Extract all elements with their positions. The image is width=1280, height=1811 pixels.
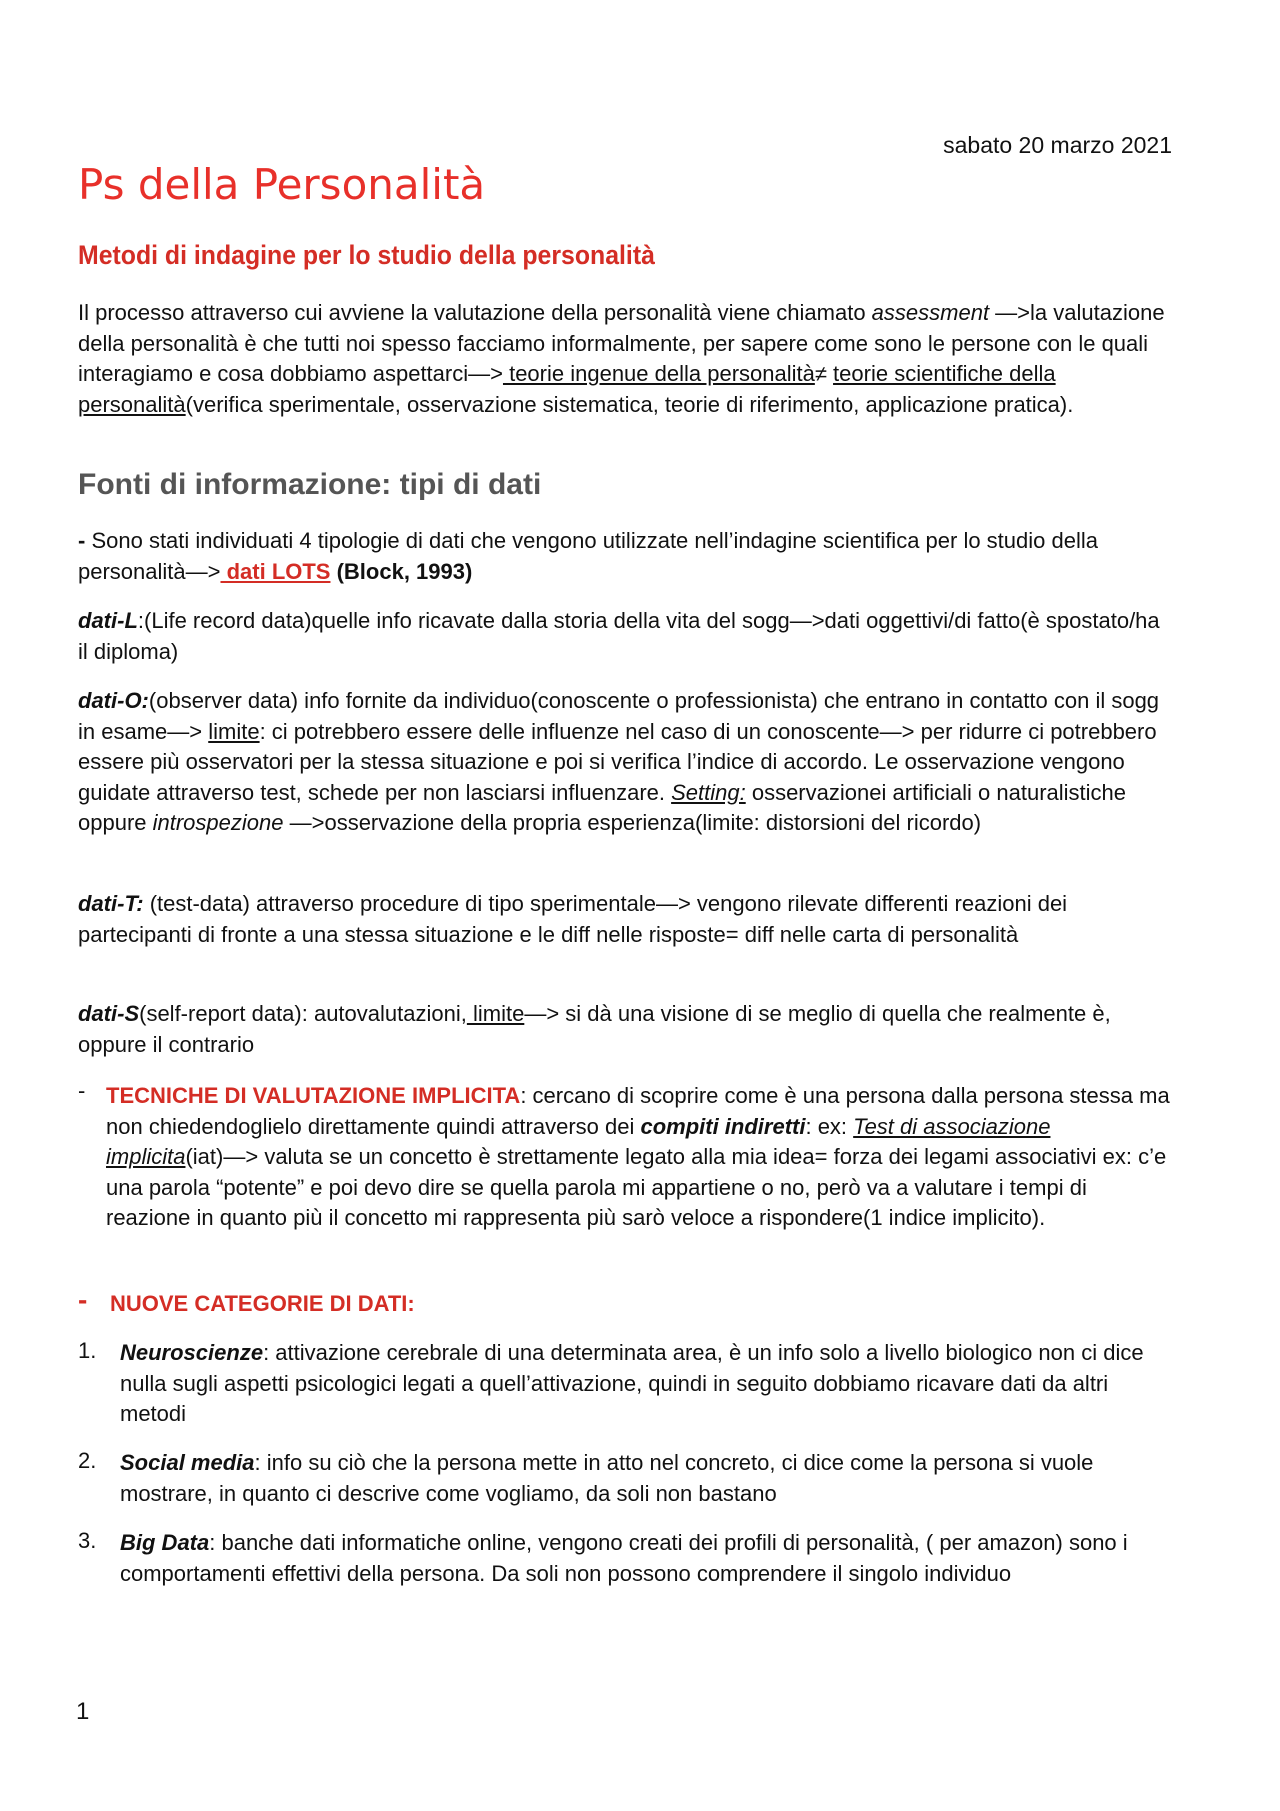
dati-o-paragraph: dati-O:(observer data) info fornite da individuo(conoscente o professionista) che entrano in contatto con il sogg in esame—> limite: ci potrebbero essere delle influenze nel caso di un conoscente—> per ridurre ci potrebbero essere più osservatori per la stessa situazione e poi si verifica l’indice di accordo. Le osservazione vengono guidate attraverso test, schede per non lasciarsi influenzare. Setting: osservazionei artificiali o naturalistiche oppure introspezione —>osservazione della propria esperienza(limite: distorsioni del ricordo) (78, 688, 1160, 835)
section-heading: Metodi di indagine per lo studio della personalità (78, 240, 655, 270)
list-item: Social media: info su ciò che la persona mette in atto nel concreto, ci dice come la persona si vuole mostrare, in quanto ci descrive come vogliamo, da soli non bastano (120, 1450, 1094, 1506)
dati-s-paragraph: dati-S(self-report data): autovalutazioni, limite—> si dà una visione di se meglio di quella che realmente è, oppure il contrario (78, 1001, 1111, 1057)
bullet-dash: - (78, 1078, 86, 1103)
dati-l-paragraph: dati-L:(Life record data)quelle info ricavate dalla storia della vita del sogg—>dati oggettivi/di fatto(è spostato/ha il diploma) (78, 608, 1160, 664)
intro-paragraph: Il processo attraverso cui avviene la valutazione della personalità viene chiamato assessment —>la valutazione della personalità è che tutti noi spesso facciamo informalmente, per sapere come sono le persone con le quali interagiamo e cosa dobbiamo aspettarci—> teorie ingenue della personalità≠ teorie scientifiche della personalità(verifica sperimentale, osservazione sistematica, teorie di riferimento, applicazione pratica). (78, 300, 1165, 417)
list-number: 2. (78, 1448, 97, 1473)
list-item: Neuroscienze: attivazione cerebrale di una determinata area, è un info solo a livello biologico non ci dice nulla sugli aspetti psicologici legati a quell’attivazione, quindi in seguito dobbiamo ricavare dati da altri metodi (120, 1340, 1144, 1426)
bullet-dash: - (78, 1284, 88, 1315)
page-number: 1 (76, 1698, 90, 1725)
nuove-heading: NUOVE CATEGORIE DI DATI: (110, 1291, 415, 1316)
date: sabato 20 marzo 2021 (943, 132, 1172, 158)
page-title: Ps della Personalità (78, 160, 486, 209)
lots-paragraph: - Sono stati individuati 4 tipologie di dati che vengono utilizzate nell’indagine scientifica per lo studio della personalità—> dati LOTS (Block, 1993) (78, 528, 1098, 584)
list-item: Big Data: banche dati informatiche online, vengono creati dei profili di personalità, ( per amazon) sono i comportamenti effettivi della persona. Da soli non possono comprendere il singolo individuo (120, 1530, 1128, 1586)
list-number: 1. (78, 1338, 97, 1363)
dati-t-paragraph: dati-T: (test-data) attraverso procedure di tipo sperimentale—> vengono rilevate differenti reazioni dei partecipanti di fronte a una stessa situazione e le diff nelle risposte= diff nelle carta di personalità (78, 891, 1068, 947)
list-number: 3. (78, 1528, 97, 1553)
tecniche-paragraph: TECNICHE DI VALUTAZIONE IMPLICITA: cercano di scoprire come è una persona dalla persona stessa ma non chiedendoglielo direttamente quindi attraverso dei compiti indiretti: ex: Test di associazione implicita(iat)—> valuta se un concetto è strettamente legato alla mia idea= forza dei legami associativi ex: c’e una parola “potente” e poi devo dire se quella parola mi appartiene o no, però va a valutare i tempi di reazione in quanto più il concetto mi rappresenta più sarò veloce a rispondere(1 indice implicito). (106, 1083, 1170, 1230)
subheading: Fonti di informazione: tipi di dati (78, 468, 542, 501)
